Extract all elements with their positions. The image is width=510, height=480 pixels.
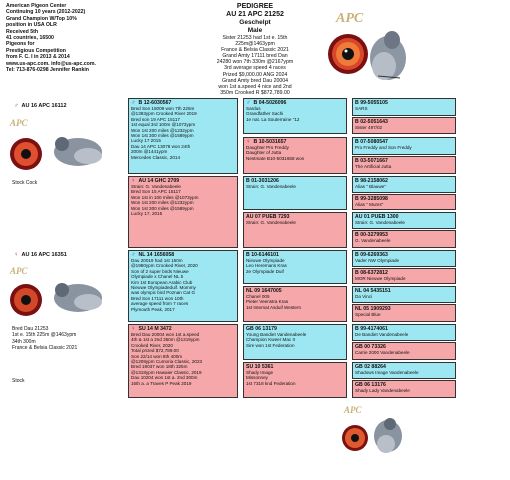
female-symbol: ♀ [131, 178, 136, 184]
gen2-sire-dam [128, 176, 238, 248]
ring-number: B 03-5071667 [355, 158, 388, 164]
box-note: 1st equal 3rd 100m @1073ypm [131, 122, 196, 128]
breeder-line: Received 5th [6, 28, 39, 35]
subject-note: France & Belsia Classic 2021 [221, 47, 289, 54]
female-symbol: ♀ [131, 326, 136, 332]
box-note: Total prized $72,789.00 [131, 348, 179, 354]
sex-heading: Geschelpt [239, 19, 271, 26]
dam-note: 34th 300m [12, 338, 36, 345]
dam-note: France & Belsia Classic 2021 [12, 345, 78, 352]
dam-pigeon-photo [6, 262, 110, 322]
box-note: Bred son 19 APC 15117 [131, 116, 180, 122]
dam-photo [6, 262, 110, 322]
box-note: Shady Lady Vandenabeele [355, 388, 410, 393]
box-note: Da Vinci [355, 294, 373, 299]
subject-note: won 1st a.speed 4 nice and 2nd [218, 83, 292, 90]
gen3-box [243, 324, 347, 360]
gen4-box [352, 286, 456, 303]
subject-photo [322, 6, 414, 88]
subject-note: 24280 won 7th 330m @2167ypm [216, 59, 294, 66]
dam-ring-label: AU 16 APC 16351 [21, 252, 67, 258]
box-note: Strain: G. Vandenabeele [246, 184, 296, 189]
box-note: Nieuwe Olympiadeduif. Mommy [131, 285, 196, 291]
box-note: @1393ypm Crooked River 2019 [131, 111, 197, 117]
breeder-line: Grand Champion W/Top 10% [6, 15, 77, 22]
box-note: Dau 10204 won 1st a. 2nd 300m [131, 375, 198, 381]
box-note: Dau 14 APC 13078 won 24th [131, 143, 191, 149]
gen3-box [243, 137, 347, 174]
box-note: 200m @1441ypm [131, 149, 168, 155]
gen3-box [243, 362, 347, 398]
breeder-info [6, 3, 176, 73]
box-note: @1980ypm Crooked River, 2020 [131, 263, 198, 269]
ring-number: GB 00 73326 [355, 344, 386, 350]
breeder-line: position in USA OLR [6, 22, 57, 29]
box-note: Leo Heremans Kras [246, 263, 287, 269]
box-note: Champion Kweer Mac II [246, 337, 296, 343]
box-note: Won 1st 200 miles @1232ypm [131, 200, 194, 206]
box-note: Lucky 17, 2015 [131, 211, 163, 217]
box-note: The Artificial Jutta [355, 164, 392, 169]
box-note: Bred 19037 won 18th 325m [131, 364, 188, 370]
sire-pigeon-photo [6, 114, 110, 176]
box-note: Sardus [246, 106, 261, 111]
ring-number: AU 14 GHC 2709 [138, 178, 180, 184]
box-note: Won 1st 200 miles @1232ypm [131, 127, 194, 133]
sire-ring [14, 103, 67, 109]
box-note: was olympic bird Poznan Cat G [131, 290, 196, 296]
box-note: Grandfather Sachi [246, 111, 284, 117]
ring-number: B 10-5031657 [253, 139, 287, 145]
box-note: Bred Son 17111 won 10th [131, 295, 184, 301]
subject-note: 350m Crooked R $872,789.00 [220, 89, 290, 96]
box-note: Daughter of Jutta [246, 150, 282, 156]
male-symbol: ♂ [131, 252, 136, 258]
ring-number: GB 06 13179 [246, 326, 277, 332]
gen3-box [243, 286, 347, 322]
gen4-box [352, 324, 456, 341]
box-note: Kim 1st European Arabic Club [131, 279, 193, 285]
pedigree-header [170, 3, 340, 96]
gen4-box [352, 98, 456, 116]
ring-number: B 08-6372812 [355, 270, 388, 276]
box-note: Nieuwe Olympiade [246, 258, 285, 263]
box-note: Plymouth Peak, 2017 [131, 306, 175, 312]
ring-number: B 99-5055105 [355, 100, 388, 106]
box-note: Daughter Pro Freddy [246, 145, 289, 150]
gen4-box [352, 362, 456, 379]
box-note: Alias " Blauwe" [355, 184, 386, 189]
ring-number: B 09-6269363 [355, 252, 388, 258]
pigeon-logo-photo [338, 402, 410, 460]
ring-number: NL 05 1909293 [355, 306, 391, 312]
box-note: Olympiade x Chanel NL 5 [131, 274, 184, 280]
gen2-sire-sire [128, 98, 238, 174]
apc-logo-text: APC [10, 266, 28, 276]
ring-number: NL 04 5435151 [355, 288, 391, 294]
box-note: average speed from 7 races [131, 301, 189, 307]
gen4-box [352, 176, 456, 193]
gen4-box [352, 156, 456, 174]
sire-photo [6, 114, 110, 176]
box-note: Shady Image [246, 370, 274, 375]
breeder-line: 41 countries, 16500 [6, 35, 54, 42]
gen3-box [243, 176, 347, 210]
box-note: Chanel 005 [246, 294, 270, 299]
breeder-line: Pigeons for [6, 41, 35, 48]
subject-note: Grand Amty bred Dau 20004 [221, 77, 289, 84]
gen4-box [352, 250, 456, 267]
gen4-box [352, 117, 456, 134]
box-note: Missonney [246, 375, 268, 381]
ring-number: NL 14 1656058 [138, 252, 175, 258]
male-symbol: ♂ [131, 100, 136, 106]
gen4-box [352, 268, 456, 284]
breeder-line: Prestigious Competition [6, 47, 66, 54]
box-note: G. Vandenabeele [355, 238, 391, 243]
dam-notes [12, 326, 77, 352]
ring-number: SU 10 5361 [246, 364, 274, 370]
box-note: Bred Son 15 APC 15117 [131, 189, 181, 195]
box-note: Pro Freddy and Son Freddy [355, 145, 412, 150]
box-note: Special Blue [355, 312, 381, 317]
apc-logo-text: APC [10, 118, 28, 128]
box-note: MOR Nieuwe Olympiade [355, 276, 406, 281]
box-note: Mercedes Classic, 2014 [131, 154, 181, 160]
box-note: 16th a. a Traves P Peak 2019 [131, 380, 192, 386]
ring-number: B 98-2158062 [355, 178, 388, 184]
ring-number: B 99-3285098 [355, 196, 388, 202]
male-symbol: ♂ [246, 100, 251, 106]
subject-note: Sister 21253 had 1st e. 15th [222, 35, 288, 41]
dam-note: 1st e. 15th 225m @1463ypm [12, 332, 77, 339]
gen2-dam-dam [128, 324, 238, 398]
box-note: Bred Son 15009 won 7th 225m [131, 106, 195, 111]
box-note: SARS [355, 106, 368, 111]
ring-number: B 10-6146101 [246, 252, 279, 258]
box-note: Strain: G. Vandenabeele [355, 220, 405, 225]
gen4-box [352, 304, 456, 322]
box-note: Strain: G. Vandenabeele [246, 220, 296, 225]
subject-note: Grand Amty 17111 bred Dan [222, 53, 288, 60]
pigeon-eye-photo [322, 6, 414, 88]
breeder-line: American Pigeon Center [6, 3, 67, 9]
gen4-box [352, 194, 456, 210]
page-title: PEDIGREE [236, 3, 274, 10]
gen3-box [243, 250, 347, 284]
gen4-box [352, 212, 456, 229]
box-note: 2e Olympiade Duif [246, 268, 284, 274]
box-note: Lucky 17 2015 [131, 138, 161, 144]
box-note: Dau 20019 had 1st 150m [131, 258, 183, 263]
ring-number: AU 07 PUEB 7293 [246, 214, 290, 220]
ring-number: B 01-3031206 [246, 178, 279, 184]
dam-caption: Stock [12, 378, 25, 384]
ring-number: B 00-3279953 [355, 232, 388, 238]
box-note: Won 1st in 100 miles @1073ypm [131, 194, 199, 200]
subject-ring: AU 21 APC 21252 [226, 11, 284, 18]
website-line[interactable]: www.us-apc.com. info@us-apc.com. [6, 60, 96, 67]
box-note: 1st 7318 knd Federation [246, 380, 296, 386]
dam-note: Bred Dau 21253 [12, 326, 49, 332]
ring-number: B 04-5026096 [253, 100, 287, 106]
gen3-box [243, 212, 347, 248]
box-note: Alias " Mums" [355, 202, 384, 207]
sire-caption: Stock Cock [12, 180, 38, 186]
gen4-box [352, 137, 456, 155]
sire-ring-label: AU 16 APC 16112 [21, 103, 67, 109]
gen4-box [352, 380, 456, 398]
box-note: Son 22/14 won 8th 400m [131, 353, 183, 359]
box-note: @1208ypm Cumoria Classic, 2023 [131, 359, 203, 365]
apc-logo-text: APC [344, 405, 362, 415]
box-note: Young Bandiet Vandenabeele [246, 332, 307, 337]
phone-line: Tel: 713-876-0298 Jennifer Rankin [6, 67, 89, 74]
box-note: 1st Internat Asduif Western [246, 304, 302, 310]
ring-number: B 02-5051643 [355, 119, 388, 125]
box-note: Sire won 1st Federation [246, 342, 295, 348]
gen4-box [352, 230, 456, 248]
ring-number: NL 09 1647005 [246, 288, 282, 294]
box-note: Sister 497/02 [355, 125, 383, 130]
box-note: Won 1st 300 miles @1589ypm [131, 205, 194, 211]
box-note: Bred Dau 20004 won 1st a.speed [131, 332, 200, 337]
box-note: 1e nat. La Souterraine "12 [246, 116, 300, 122]
female-symbol: ♀ [246, 139, 251, 145]
subject-note: Prized $9,000.00 ANG 2024 [222, 71, 288, 78]
sex-value: Male [247, 27, 263, 34]
ring-number: GB 06 13176 [355, 382, 386, 388]
box-note: Nestmate B10-5031658 won [246, 155, 305, 161]
box-note: Pieter Veenstra Kras [246, 299, 289, 305]
subject-note: 225m@1463ypm [235, 41, 275, 48]
ring-number: SU 14 M 3472 [138, 326, 172, 332]
box-note: @1318ypm Hawaier Classic, 2019 [131, 369, 202, 375]
male-symbol: ♂ [14, 103, 19, 109]
ring-number: GB 02 88264 [355, 364, 386, 370]
box-note: De Bandiet Vandenabeele [355, 332, 409, 337]
subject-note: 3rd average speed 4 races [224, 65, 286, 72]
box-note: Carrie 2000 Vandenabeele [355, 350, 410, 355]
gen3-box [243, 98, 347, 134]
gen4-box [352, 342, 456, 360]
ring-number: B 12-6030567 [138, 100, 172, 106]
box-note: Shadows Image Vandenabeele [355, 370, 419, 375]
ring-number: B 07-5080547 [355, 139, 388, 145]
box-note: Crooked River, 2020 [131, 342, 173, 348]
box-note: 4th & 1st a 2nd 350m @1319ypm [131, 337, 200, 343]
box-note: Vader NW Olympiade [355, 258, 400, 263]
box-note: Son of 2 super birds Nieuwe [131, 268, 189, 274]
box-note: Strain: G. Vandenabeele [131, 184, 181, 189]
breeder-line: from F. C. I in 2013 & 2014 [6, 54, 70, 61]
gen2-dam-sire [128, 250, 238, 322]
footer-photo [338, 402, 410, 460]
box-note: Won 1st 300 miles @1589ypm [131, 133, 194, 139]
apc-logo-text: APC [336, 11, 364, 26]
dam-ring [14, 252, 67, 258]
ring-number: B 99-4174061 [355, 326, 388, 332]
female-symbol: ♀ [14, 252, 19, 258]
ring-number: AU 01 PUEB 1300 [355, 214, 399, 220]
breeder-line: Continuing 10 years (2012-2022) [6, 9, 86, 16]
